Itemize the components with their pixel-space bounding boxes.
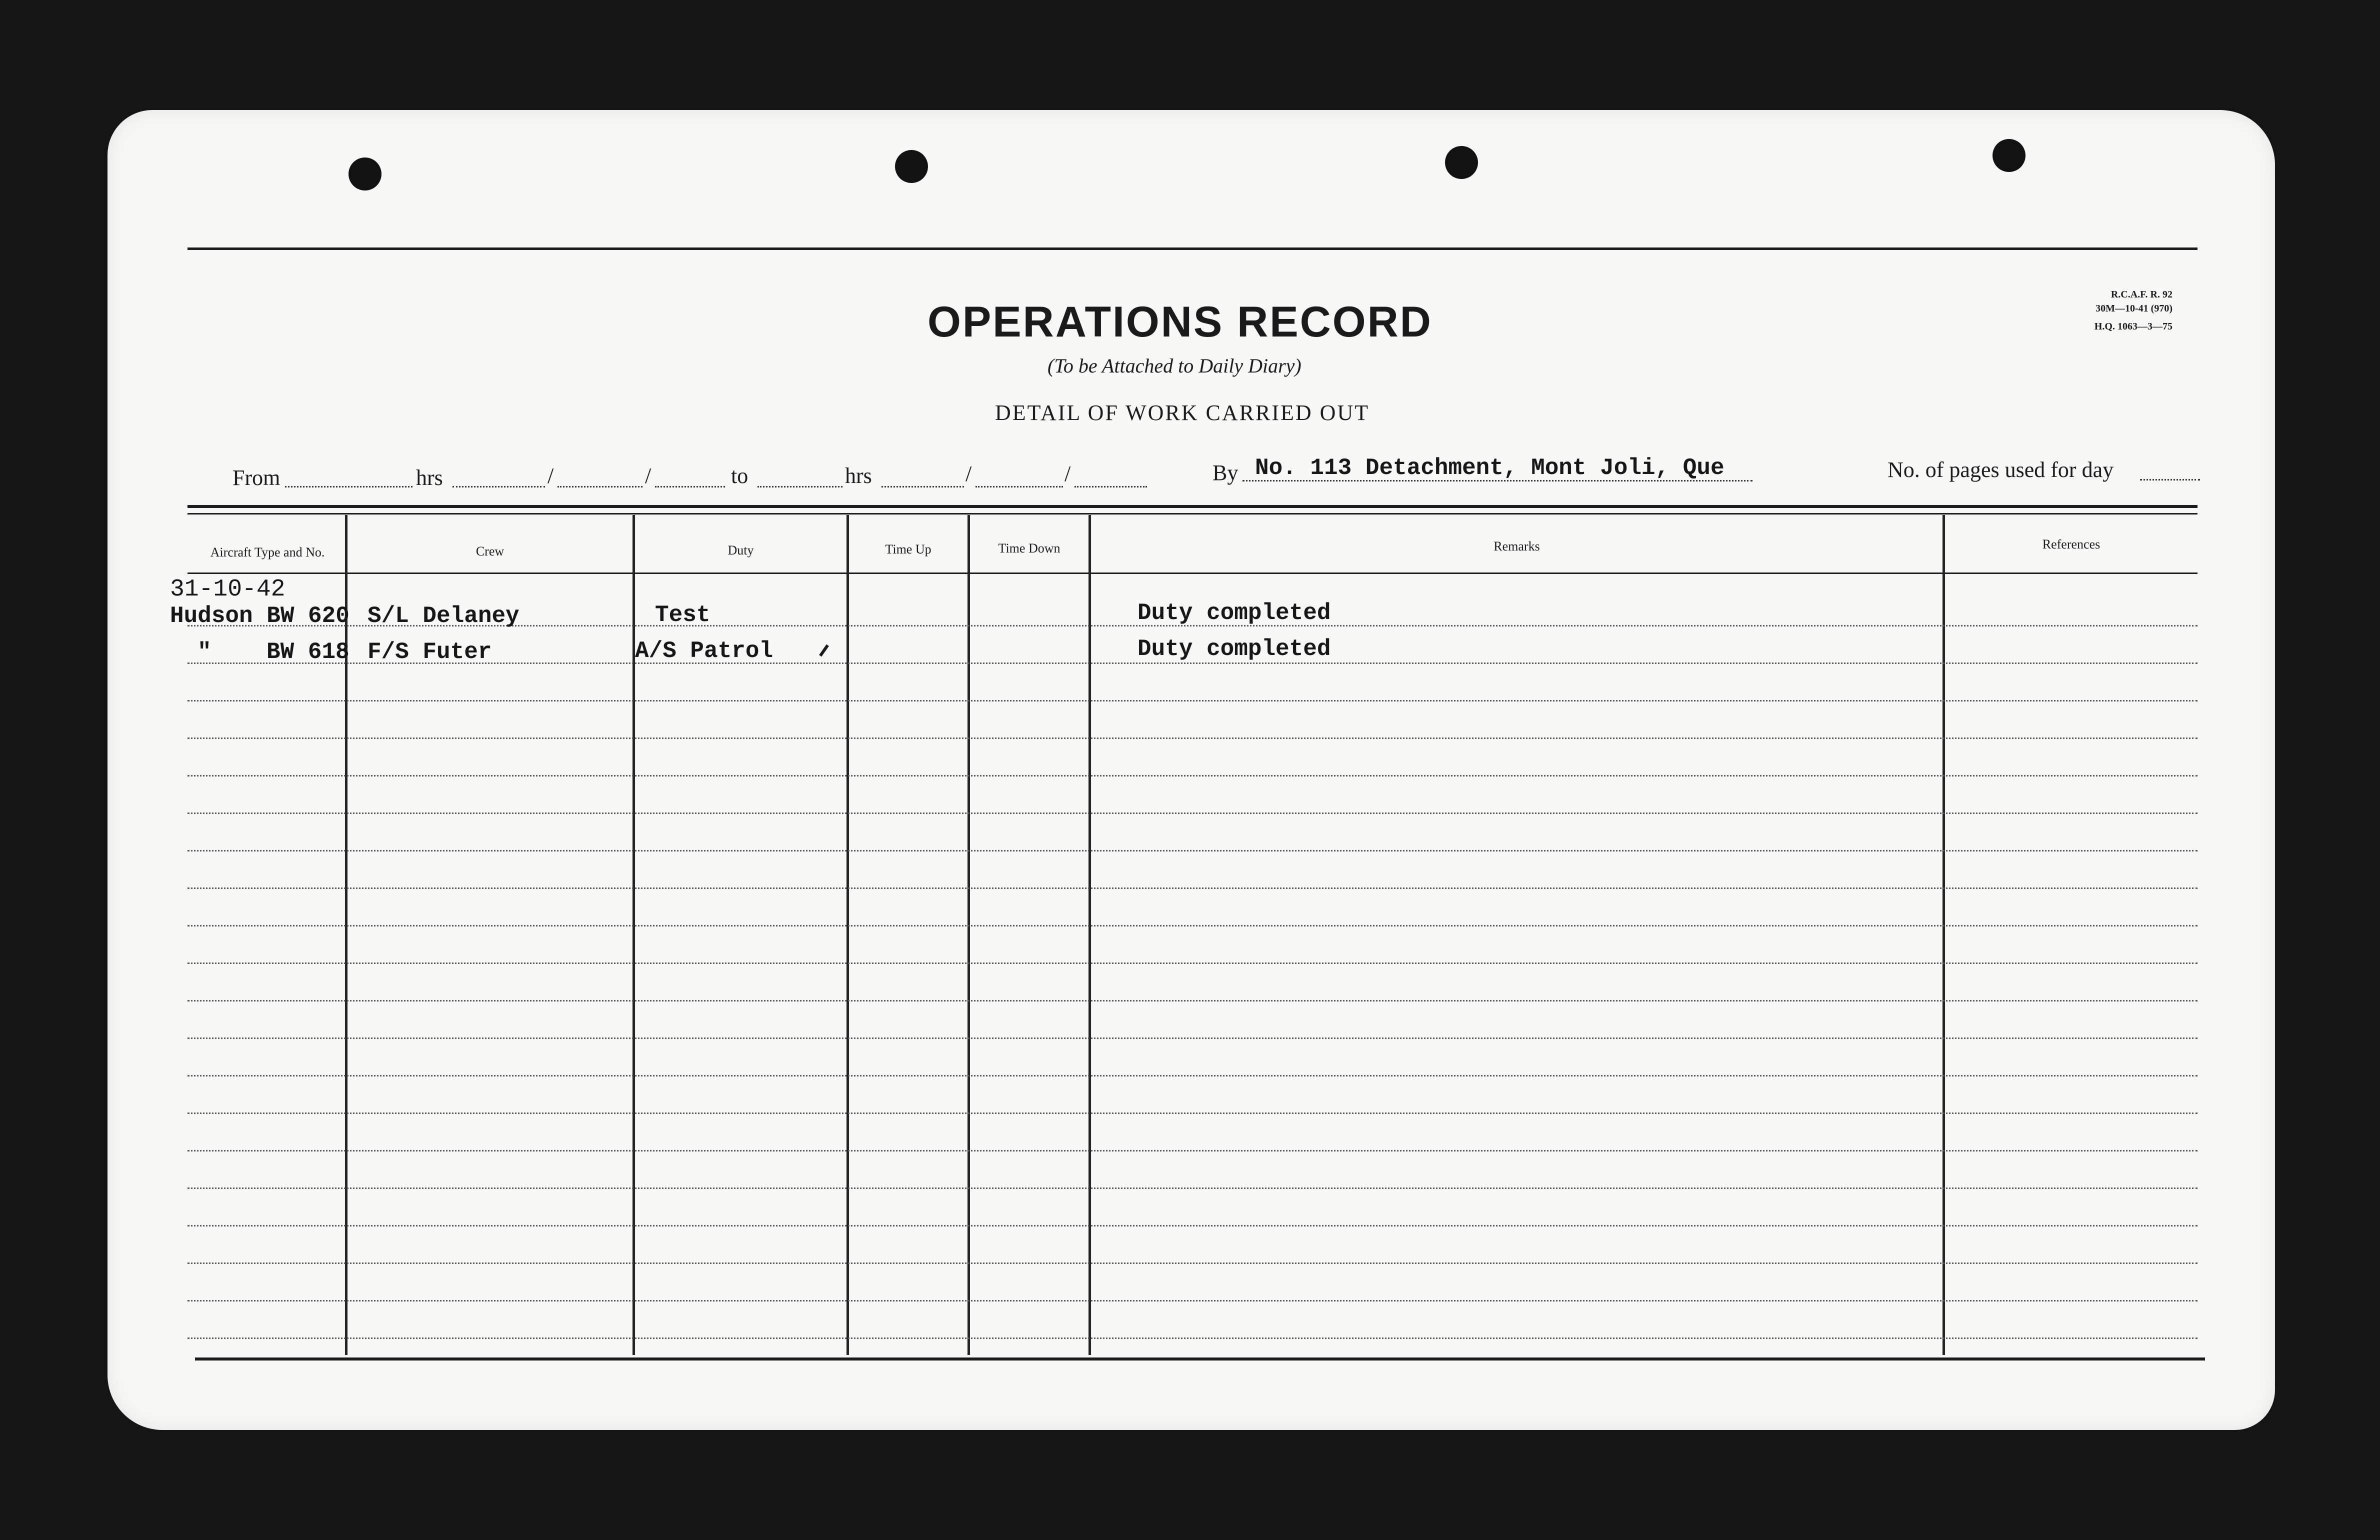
- punch-hole: [348, 158, 382, 190]
- to-day-blank: [976, 486, 1063, 488]
- entry-date: 31-10-42: [170, 576, 286, 603]
- ruling-line: [188, 1300, 2198, 1302]
- cell-duty: Test: [655, 602, 710, 628]
- form-code: [2042, 288, 2172, 334]
- from-label: From: [232, 466, 280, 490]
- column-header-aircraft: Aircraft Type and No.: [210, 545, 325, 560]
- date-slash: /: [966, 462, 972, 486]
- top-rule: [188, 248, 2198, 250]
- ruling-line: [188, 962, 2198, 964]
- column-header-crew: Crew: [476, 544, 504, 558]
- ruling-line: [188, 850, 2198, 852]
- ruling-line: [188, 1188, 2198, 1189]
- ruling-line: [188, 1112, 2198, 1114]
- date-slash: /: [548, 464, 554, 488]
- cell-crew: F/S Futer: [368, 639, 492, 665]
- header-bottom-rule: [188, 572, 2198, 574]
- ruling-line: [188, 700, 2198, 702]
- column-divider: [1088, 515, 1091, 1355]
- cell-aircraft: " BW 618: [198, 639, 350, 665]
- to-month-blank: [1074, 486, 1147, 488]
- ruling-line: [188, 738, 2198, 739]
- ruling-line: [188, 1038, 2198, 1039]
- tick-mark: [819, 644, 829, 657]
- cell-duty: A/S Patrol: [635, 638, 774, 664]
- table-top-rule: [188, 505, 2198, 508]
- cell-crew: S/L Delaney: [368, 603, 520, 629]
- from-month-blank: [655, 486, 725, 488]
- to-hrs-blank: [882, 486, 964, 488]
- date-slash: /: [645, 464, 652, 488]
- cell-remarks: Duty completed: [1138, 600, 1331, 626]
- page-title: OPERATIONS RECORD: [928, 298, 1432, 346]
- to-label: to: [731, 464, 748, 488]
- column-header-duty: Duty: [728, 543, 754, 558]
- ruling-line: [188, 925, 2198, 926]
- column-header-time-down: Time Down: [998, 541, 1060, 556]
- page-subtitle: (To be Attached to Daily Diary): [1048, 354, 1302, 377]
- column-header-time-up: Time Up: [885, 542, 932, 556]
- cell-remarks: Duty completed: [1138, 636, 1331, 662]
- ruling-line: [188, 1262, 2198, 1264]
- hrs-label: hrs: [845, 464, 872, 488]
- punch-hole: [1992, 139, 2026, 172]
- pages-label: No. of pages used for day: [1888, 458, 2114, 482]
- pages-blank: [2140, 479, 2200, 480]
- date-slash: /: [1064, 462, 1071, 486]
- form-code-line: H.Q. 1063—3—75: [2094, 321, 2172, 332]
- ruling-line: [188, 888, 2198, 889]
- table-top-rule-inner: [188, 513, 2198, 514]
- cell-aircraft: Hudson BW 620: [170, 603, 350, 629]
- table-bottom-rule: [195, 1358, 2205, 1360]
- form-code-line: R.C.A.F. R. 92: [2110, 289, 2172, 300]
- by-value: No. 113 Detachment, Mont Joli, Que: [1255, 455, 1724, 481]
- ruling-line: [188, 812, 2198, 814]
- ruling-line: [188, 1338, 2198, 1339]
- column-divider: [846, 515, 849, 1355]
- ruling-line: [188, 775, 2198, 776]
- from-day-blank: [558, 486, 642, 488]
- form-code-line: 30M—10-41 (970): [2096, 303, 2172, 314]
- from-hrs-blank: [452, 486, 545, 488]
- ruling-line: [188, 1225, 2198, 1226]
- ruling-line: [188, 1075, 2198, 1076]
- to-blank: [758, 486, 842, 488]
- by-label: By: [1212, 460, 1238, 485]
- column-header-references: References: [2042, 537, 2100, 552]
- column-header-remarks: Remarks: [1494, 539, 1540, 554]
- from-blank: [285, 486, 412, 488]
- punch-hole: [1445, 146, 1478, 179]
- column-divider: [1942, 515, 1945, 1355]
- hrs-label: hrs: [416, 466, 443, 490]
- ruling-line: [188, 1150, 2198, 1152]
- punch-hole: [895, 150, 928, 183]
- section-heading: DETAIL OF WORK CARRIED OUT: [995, 400, 1370, 425]
- ruling-line: [188, 1000, 2198, 1002]
- record-card: [108, 110, 2275, 1430]
- column-divider: [968, 515, 970, 1355]
